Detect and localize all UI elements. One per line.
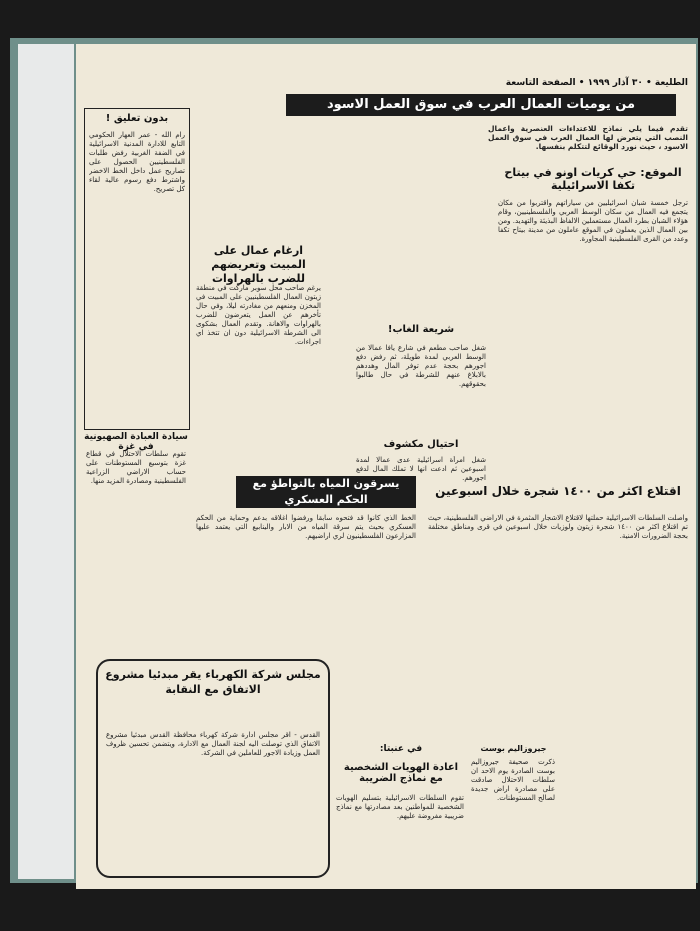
binder-strip (18, 44, 74, 879)
article10-body: ذكرت صحيفة جيروزاليم بوست الصادرة يوم الاحد ان سلطات الاحتلال صادقت على مصادرة اراض جديدة لصالح المستوطنات. (471, 758, 555, 802)
article1-body: ترجل خمسة شبان اسرائيليين من سياراتهم واقتربوا من مكان يتجمع فيه العمال من سكان الوسط العربي والفلسطينيين، وقام هؤلاء الشبان بطرد العمال مستعملين الالفاظ البذيئة والتهديد. ومن بين العمال الذين يعملون في الموقع عاملون من مدينة بيتاح تكفا وعدد من القرى الفلسطينية المجاورة. (498, 199, 688, 243)
article9-headline: اعادة الهويات الشخصية مع نماذج الضريبة (343, 762, 459, 784)
article2-body: يرغم صاحب محل سوبر ماركت في منطقة زيتون العمال الفلسطينيين على المبيت في المخزن ومنعهم من مغادرته ليلا، وفي حال تأخرهم عن العمل يتعرضون للضرب بالهراوات والاهانة. وتقدم العمال بشكوى الى الشرطة الاسرائيلية دون ان تتخذ اي اجراءات. (196, 284, 321, 346)
article10-box (471, 744, 556, 884)
article4-headline: احتيال مكشوف (383, 439, 459, 450)
article6-body: واصلت السلطات الاسرائيلية حملتها لاقتلاع الاشجار المثمرة في الاراضي الفلسطينية، حيث تم اقتلاع اكثر من ١٤٠٠ شجرة زيتون ولوزيات خلال اسبوعين في قرى ومناطق مختلفة بحجة الضرورات الامنية. (428, 514, 688, 540)
article7-body: تقوم سلطات الاحتلال في قطاع غزة بتوسيع المستوطنات على حساب الاراضي الزراعية الفلسطينية ومصادرة المزيد منها. (86, 450, 186, 485)
newspaper-page (76, 44, 696, 889)
article8-box (96, 659, 330, 878)
article2-headline: ارغام عمال على المبيت وتعريضهم للضرب بالهراوات (211, 244, 306, 285)
article9-box (336, 744, 466, 884)
edition-text: الطليعة • ٣٠ آذار ١٩٩٩ • الصفحة التاسعة (505, 78, 688, 88)
article10-headline: جيروزاليم بوست (480, 744, 547, 753)
article6-headline: اقتلاع اكثر من ١٤٠٠ شجرة خلال اسبوعين (435, 484, 681, 498)
article5-body: الخط الذي كانوا قد فتحوه سابقا ورفضوا اغلاقه بدعم وحماية من الحكم العسكري بحيث يتم سرقة المياه من الابار والينابيع التي يعتمد عليها المزارعون الفلسطينيون لري اراضيهم. (196, 514, 416, 540)
article3-body: شغل صاحب مطعم في شارع يافا عمالا من الوسط العربي لمدة طويلة، ثم رفض دفع اجورهم بحجة عدم توفر المال وهددهم بالابلاغ عنهم للشرطة في حال طالبوا بحقوقهم. (356, 344, 486, 388)
article3-headline: شريعة الغاب! (387, 324, 455, 335)
article4-body: شغل امرأة اسرائيلية عدى عمالا لمدة اسبوعين ثم ادعت انها لا تملك المال لدفع اجورهم. (356, 456, 486, 482)
page-banner: من يوميات العمال العرب في سوق العمل الاسود (286, 94, 676, 116)
article7-headline: سيادة العبادة الصهيونية في غزة (84, 432, 188, 452)
article8-body: القدس - اقر مجلس ادارة شركة كهرباء محافظة القدس مبدئيا مشروع الاتفاق الذي توصلت اليه لجنة العمال مع الادارة، ويتضمن تحسين ظروف العمل وزيادة الاجور للعاملين في الشركة. (106, 731, 320, 757)
article1-headline: الموقع: حي كريات اونو في بيتاح تكفا الاسرائيلية (504, 166, 682, 192)
intro-text: تقدم فيما يلي نماذج للاعتداءات العنصرية واعمال النصب التي يتعرض لها العمال العرب في سوق العمل الاسود ، حيث نورد الوقائع لتتكلم بنفسها. (488, 124, 688, 151)
sidebar-body: رام الله - عمر العهار الحكومي التابع للادارة المدنية الاسرائيلية في الضفة الغربية رفض طلبات الفلسطينيين الحصول على تصاريح عمل داخل الخط الاخضر واشترط دفع رسوم عالية لقاء كل تصريح. (89, 131, 185, 193)
article5-headline: يسرقون المياه بالتواطؤ مع الحكم العسكري (236, 476, 416, 508)
article7-box (84, 432, 188, 652)
sidebar-box (84, 108, 190, 430)
article9-body: تقوم السلطات الاسرائيلية بتسليم الهويات الشخصية للمواطنين بعد مصادرتها مع نماذج ضريبية مفروضة عليهم. (336, 794, 464, 820)
article8-headline: مجلس شركة الكهرباء يقر مبدئيا مشروع الاتفاق مع النقابة (105, 668, 321, 696)
sidebar-title: بدون تعليق ! (105, 113, 169, 124)
article9-label: في عنبتا: (379, 744, 423, 754)
